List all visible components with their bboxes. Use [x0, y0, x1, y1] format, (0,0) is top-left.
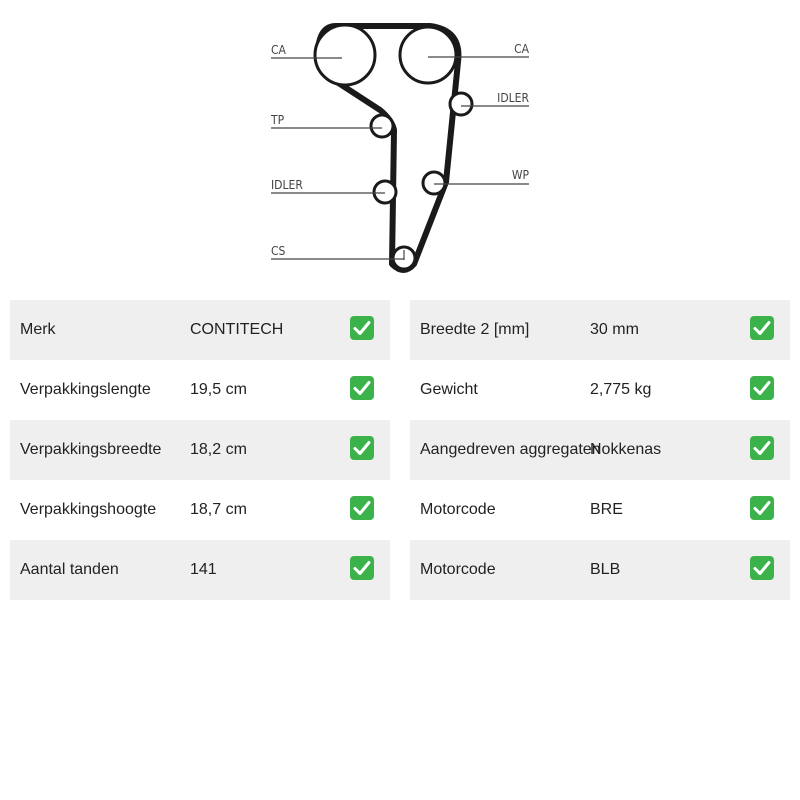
spec-value: 2,775 kg	[590, 381, 652, 398]
label-ca-right: CA	[514, 42, 529, 56]
spec-label: Verpakkingslengte	[20, 381, 151, 398]
camshaft-pulley-left	[315, 25, 375, 85]
spec-value: 141	[190, 561, 217, 578]
spec-label: Verpakkingshoogte	[20, 501, 157, 518]
check-mark-icon	[750, 496, 774, 520]
spec-row	[410, 360, 790, 420]
spec-row	[410, 480, 790, 540]
camshaft-pulley-right	[400, 27, 456, 83]
spec-table-left	[10, 300, 390, 600]
spec-value: 19,5 cm	[190, 381, 247, 398]
check-mark-icon	[350, 556, 374, 580]
spec-label: Motorcode	[420, 501, 496, 518]
idler-pulley-left	[374, 181, 396, 203]
spec-label: Gewicht	[420, 381, 478, 398]
spec-row	[10, 540, 390, 600]
tensioner-pulley	[371, 115, 393, 137]
spec-value: 30 mm	[590, 321, 639, 338]
spec-value: Nokkenas	[590, 441, 662, 458]
spec-label: Motorcode	[420, 561, 496, 578]
check-mark-icon	[750, 436, 774, 460]
spec-label: Aangedreven aggregaten	[420, 441, 601, 458]
check-mark-icon	[350, 376, 374, 400]
check-mark-icon	[350, 436, 374, 460]
label-tp: TP	[271, 113, 285, 127]
check-mark-icon	[350, 316, 374, 340]
label-idler-right: IDLER	[497, 91, 529, 105]
spec-value: CONTITECH	[190, 321, 284, 338]
check-mark-icon	[750, 316, 774, 340]
spec-label: Aantal tanden	[20, 561, 119, 578]
spec-label: Verpakkingsbreedte	[20, 441, 162, 458]
spec-row	[10, 420, 390, 480]
label-ca-left: CA	[271, 43, 286, 57]
spec-table-right	[410, 300, 790, 600]
spec-row	[410, 420, 790, 480]
spec-label: Breedte 2 [mm]	[420, 321, 530, 338]
label-idler-left: IDLER	[271, 178, 303, 192]
label-cs: CS	[271, 244, 286, 258]
spec-value: 18,7 cm	[190, 501, 247, 518]
spec-label: Merk	[20, 321, 56, 338]
idler-pulley-right	[450, 93, 472, 115]
spec-row	[410, 300, 790, 360]
spec-row	[410, 540, 790, 600]
spec-value: BRE	[590, 501, 623, 518]
water-pump-pulley	[423, 172, 445, 194]
check-mark-icon	[750, 556, 774, 580]
spec-row	[10, 480, 390, 540]
timing-belt-diagram	[260, 10, 540, 285]
check-mark-icon	[350, 496, 374, 520]
check-mark-icon	[750, 376, 774, 400]
spec-value: BLB	[590, 561, 621, 578]
spec-row	[10, 360, 390, 420]
spec-value: 18,2 cm	[190, 441, 247, 458]
spec-row	[10, 300, 390, 360]
label-wp: WP	[511, 168, 529, 182]
